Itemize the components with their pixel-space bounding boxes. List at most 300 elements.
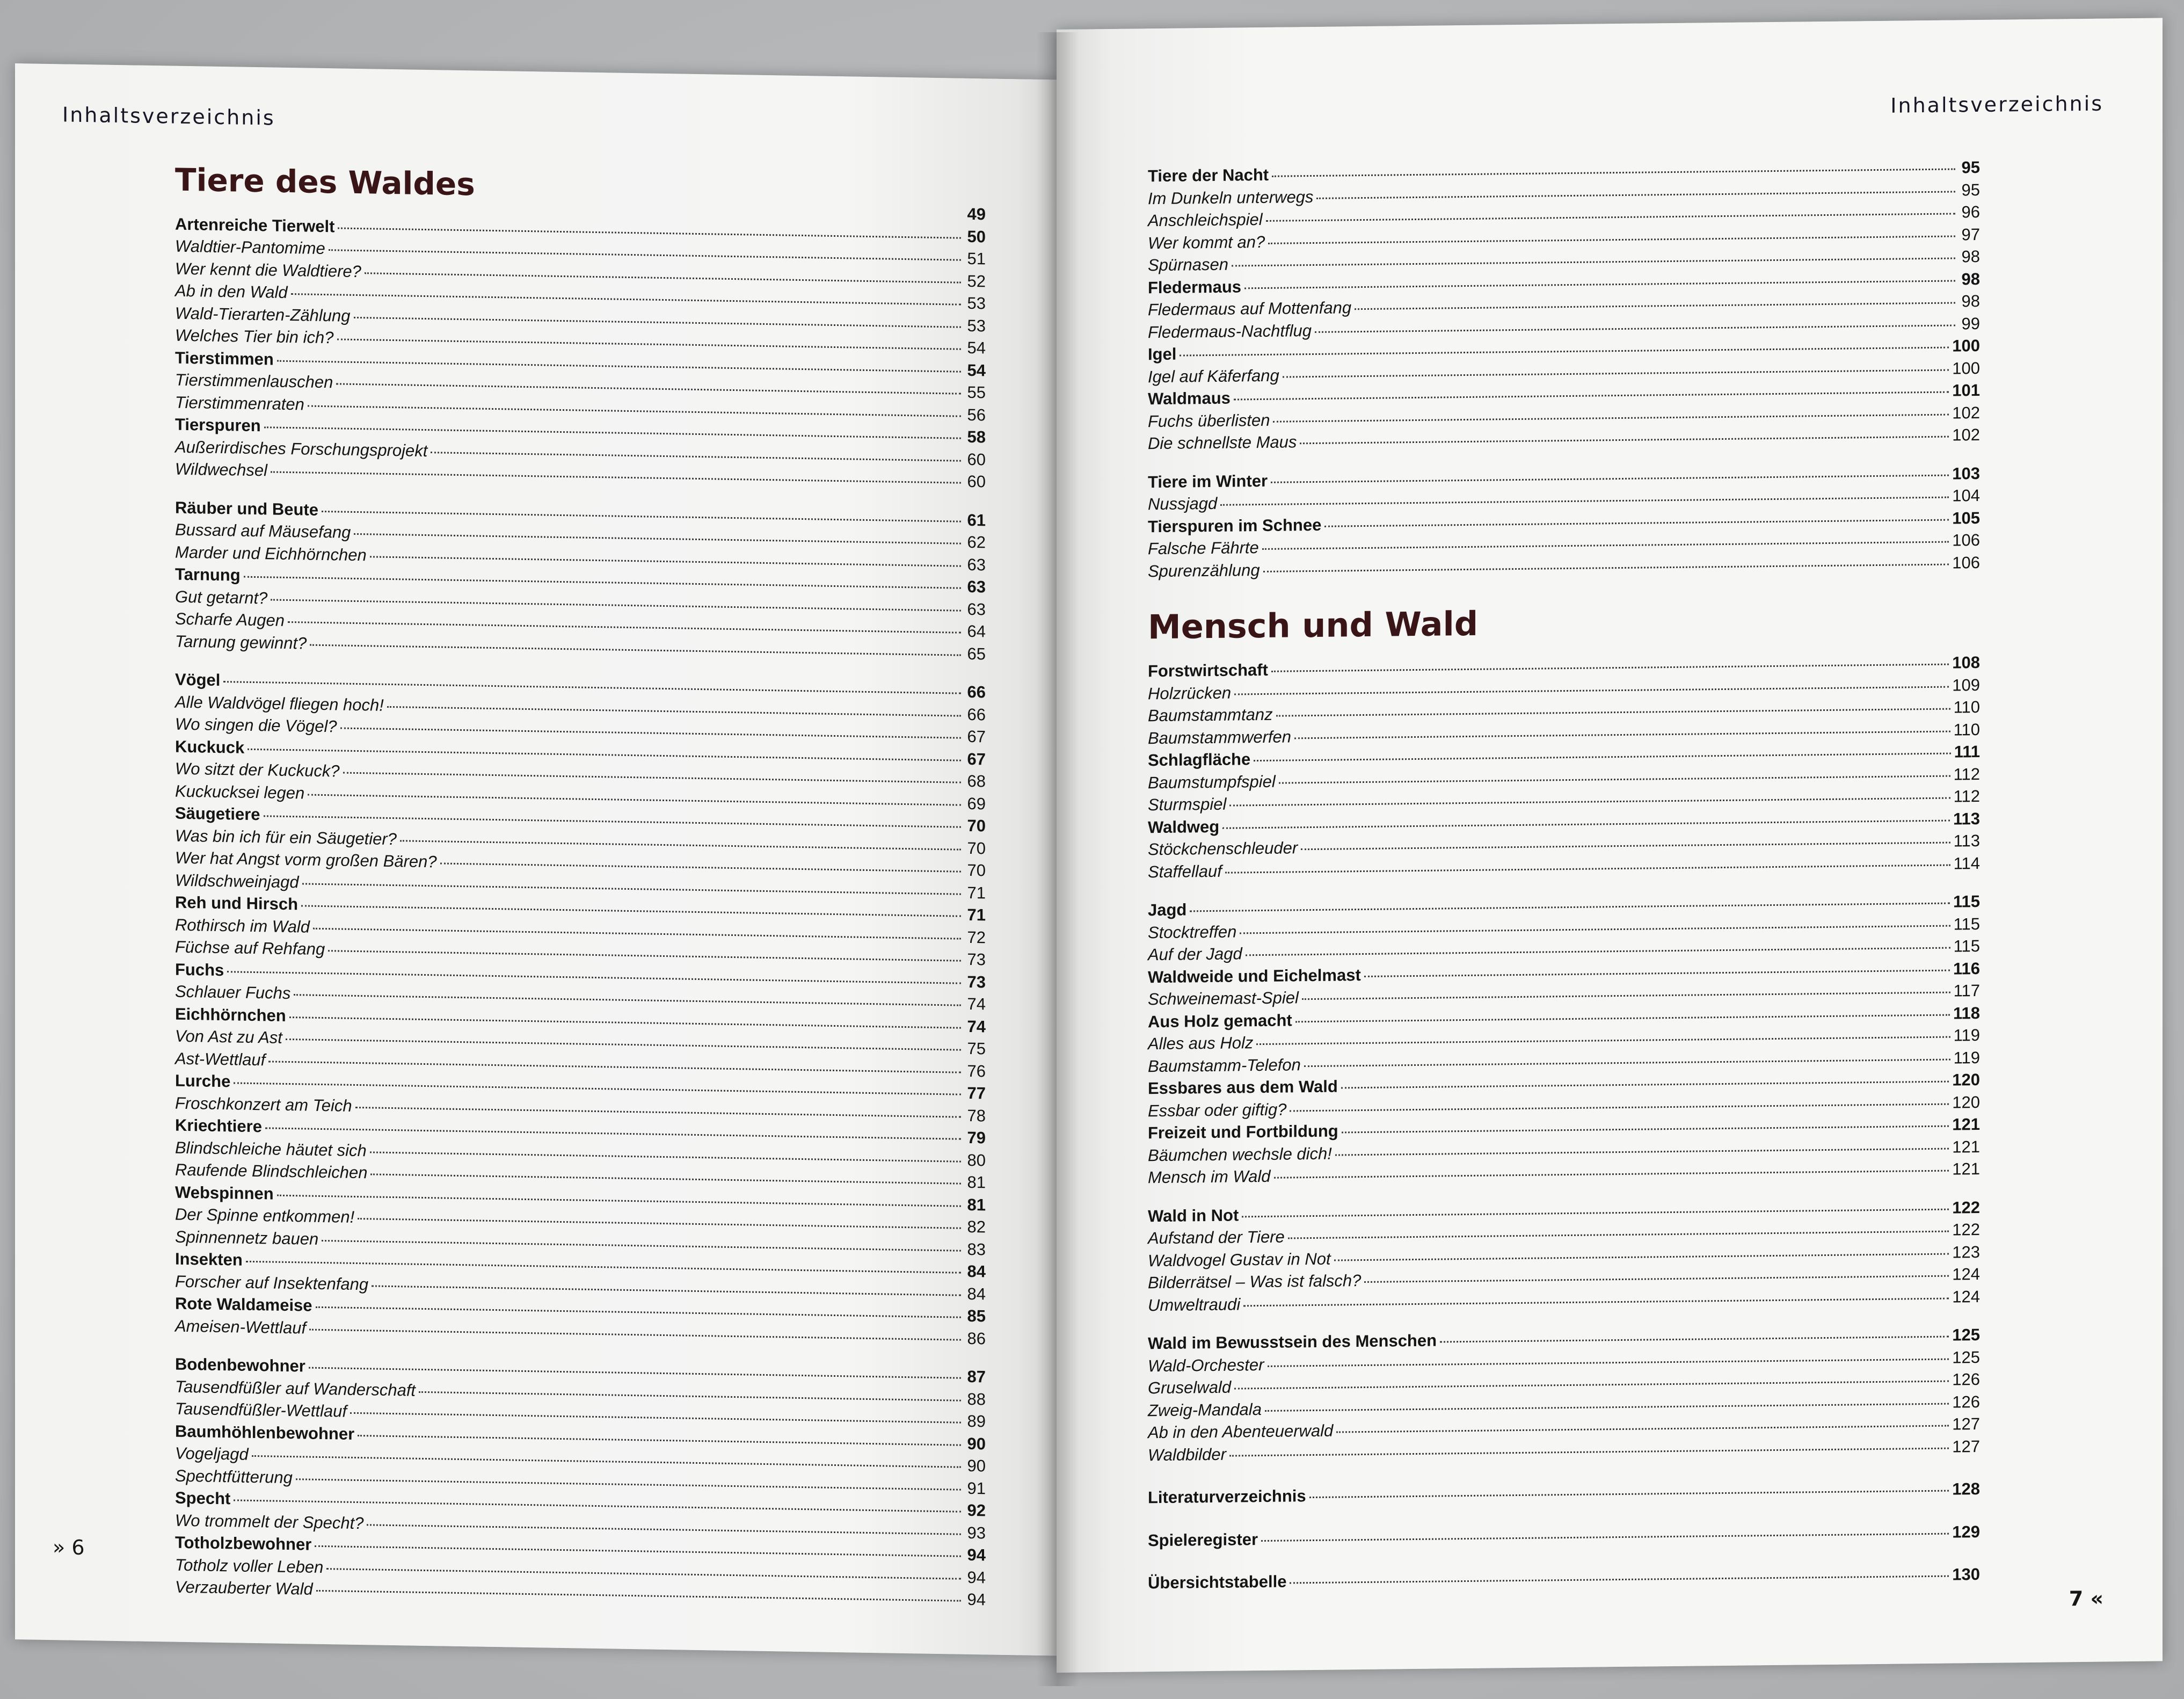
- entry-page-number: 79: [967, 1128, 986, 1148]
- entry-title: Specht: [175, 1488, 231, 1508]
- dot-leader: [264, 815, 961, 827]
- entry-page-number: 68: [967, 771, 986, 791]
- entry-title: Umweltraudi: [1148, 1294, 1241, 1315]
- entry-title: Waldweide und Eichelmast: [1148, 965, 1361, 986]
- entry-page-number: 121: [1952, 1159, 1980, 1179]
- entry-title: Anschleichspiel: [1148, 209, 1263, 230]
- entry-page-number: 73: [967, 949, 986, 969]
- dot-leader: [350, 1412, 961, 1424]
- entry-title: Ameisen-Wettlauf: [175, 1316, 307, 1338]
- entry-title: Igel: [1148, 344, 1177, 364]
- entry-page-number: 63: [967, 577, 986, 597]
- entry-title: Wald im Bewusstsein des Menschen: [1148, 1331, 1437, 1353]
- dot-leader: [288, 621, 961, 634]
- dot-leader: [326, 1568, 961, 1580]
- running-head: Inhaltsverzeichnis: [62, 103, 275, 130]
- dot-leader: [309, 1328, 961, 1340]
- entry-title: Tarnung gewinnt?: [175, 631, 307, 653]
- entry-title: Jagd: [1148, 900, 1187, 920]
- entry-title: Essbares aus dem Wald: [1148, 1077, 1338, 1098]
- entry-title: Wildschweinjagd: [175, 870, 299, 891]
- entry-title: Waldtier-Pantomime: [175, 236, 325, 258]
- entry-page-number: 95: [1961, 157, 1980, 177]
- dot-leader: [1240, 925, 1950, 934]
- toc-chapter-entry: [1148, 1478, 1980, 1509]
- entry-title: Fuchs überlisten: [1148, 410, 1270, 431]
- dot-leader: [1234, 1381, 1949, 1390]
- dot-leader: [1263, 563, 1949, 572]
- toc-right-top: [1148, 156, 1980, 582]
- dot-leader: [1283, 369, 1949, 377]
- entry-page-number: 58: [967, 427, 986, 447]
- entry-title: Gruselwald: [1148, 1377, 1232, 1398]
- dot-leader: [358, 1218, 961, 1229]
- entry-title: Tierstimmen: [175, 348, 274, 369]
- dot-leader: [329, 249, 961, 261]
- entry-page-number: 99: [1961, 314, 1980, 333]
- dot-leader: [322, 510, 961, 522]
- entry-title: Freizeit und Fortbildung: [1148, 1121, 1338, 1143]
- entry-title: Im Dunkeln unterwegs: [1148, 187, 1314, 208]
- entry-page-number: 90: [967, 1434, 986, 1453]
- entry-page-number: 127: [1952, 1414, 1980, 1434]
- entry-title: Säugetiere: [175, 803, 260, 824]
- dot-leader: [1274, 1170, 1949, 1179]
- dot-leader: [1244, 280, 1955, 289]
- dot-leader: [1232, 257, 1955, 266]
- entry-page-number: 70: [967, 816, 986, 836]
- entry-title: Tiere im Winter: [1148, 471, 1268, 491]
- entry-title: Essbar oder giftig?: [1148, 1100, 1287, 1120]
- entry-title: Wer kennt die Waldtiere?: [175, 259, 361, 281]
- entry-page-number: 62: [967, 532, 986, 552]
- dot-leader: [365, 272, 961, 283]
- right-page: [1057, 18, 2163, 1673]
- dot-leader: [1262, 541, 1949, 550]
- dot-leader: [1265, 1403, 1949, 1411]
- entry-title: Literaturverzeichnis: [1148, 1486, 1306, 1507]
- entry-page-number: 88: [967, 1389, 986, 1408]
- dot-leader: [354, 533, 961, 544]
- dot-leader: [440, 862, 961, 872]
- dot-leader: [1234, 686, 1949, 695]
- dot-leader: [277, 360, 961, 372]
- entry-page-number: 76: [967, 1061, 986, 1080]
- entry-title: Kuckuck: [175, 737, 245, 757]
- dot-leader: [1290, 1575, 1949, 1584]
- section-page-number: 49: [967, 204, 986, 224]
- entry-page-number: 82: [967, 1217, 986, 1237]
- entry-title: Waldbilder: [1148, 1444, 1226, 1464]
- entry-title: Tierstimmenlauschen: [175, 370, 333, 392]
- entry-title: Froschkonzert am Teich: [175, 1093, 352, 1115]
- entry-title: Baumstammtanz: [1148, 705, 1273, 725]
- dot-leader: [315, 1545, 961, 1557]
- toc-right-bottom-entries: [1148, 651, 1980, 1594]
- entry-title: Schlauer Fuchs: [175, 982, 291, 1003]
- dot-leader: [1295, 1014, 1950, 1022]
- entry-title: Waldweg: [1148, 817, 1220, 837]
- entry-page-number: 81: [967, 1195, 986, 1214]
- book-spine-shadow: [1036, 32, 1079, 1686]
- dot-leader: [1341, 1081, 1949, 1089]
- dot-leader: [343, 772, 961, 783]
- entry-title: Schlagfläche: [1148, 750, 1251, 770]
- entry-page-number: 80: [967, 1150, 986, 1170]
- entry-page-number: 72: [967, 927, 986, 947]
- dot-leader: [1294, 730, 1950, 739]
- dot-leader: [308, 794, 961, 805]
- dot-leader: [1220, 497, 1949, 506]
- entry-title: Der Spinne entkommen!: [175, 1204, 355, 1226]
- entry-title: Rothirsch im Wald: [175, 915, 310, 936]
- entry-page-number: 121: [1952, 1114, 1980, 1134]
- entry-page-number: 119: [1953, 1048, 1980, 1068]
- entry-title: Kuckucksei legen: [175, 781, 305, 802]
- toc-right-bottom: [1148, 651, 1980, 1594]
- dot-leader: [1304, 1058, 1950, 1067]
- dot-leader: [328, 950, 961, 962]
- dot-leader: [268, 1061, 961, 1073]
- toc-chapter-entry: [1148, 1563, 1980, 1594]
- entry-page-number: 54: [967, 338, 986, 358]
- entry-title: Reh und Hirsch: [175, 892, 299, 914]
- entry-title: Wo singen die Vögel?: [175, 714, 337, 736]
- entry-page-number: 63: [967, 599, 986, 619]
- dot-leader: [309, 1367, 961, 1379]
- dot-leader: [370, 556, 961, 567]
- entry-page-number: 60: [967, 471, 986, 491]
- dot-leader: [1290, 1103, 1949, 1112]
- section-title: Tiere des Waldes: [175, 161, 475, 203]
- entry-title: Schweinemast-Spiel: [1148, 988, 1299, 1009]
- dot-leader: [1271, 664, 1949, 672]
- dot-leader: [286, 1039, 961, 1051]
- dot-leader: [1234, 391, 1949, 401]
- entry-page-number: 67: [967, 727, 986, 746]
- entry-page-number: 128: [1952, 1479, 1980, 1499]
- dot-leader: [1302, 992, 1950, 1000]
- dot-leader: [372, 1285, 961, 1296]
- dot-leader: [1342, 1126, 1949, 1134]
- entry-page-number: 124: [1952, 1264, 1980, 1284]
- entry-page-number: 50: [967, 227, 986, 246]
- entry-page-number: 113: [1953, 831, 1980, 851]
- dot-leader: [1225, 864, 1950, 873]
- dot-leader: [1222, 819, 1950, 829]
- dot-leader: [1180, 347, 1949, 357]
- entry-title: Wald in Not: [1148, 1205, 1239, 1225]
- entry-page-number: 122: [1952, 1197, 1980, 1217]
- entry-page-number: 126: [1952, 1392, 1980, 1412]
- entry-page-number: 106: [1952, 530, 1980, 550]
- entry-title: Raufende Blindschleichen: [175, 1160, 368, 1182]
- entry-title: Falsche Fährte: [1148, 538, 1259, 558]
- entry-page-number: 75: [967, 1039, 986, 1058]
- dot-leader: [1261, 1533, 1949, 1541]
- entry-page-number: 102: [1952, 425, 1980, 445]
- entry-title: Spurenzählung: [1148, 560, 1260, 580]
- dot-leader: [252, 1455, 961, 1468]
- dot-leader: [291, 293, 961, 306]
- dot-leader: [1440, 1336, 1949, 1343]
- entry-title: Wo sitzt der Kuckuck?: [175, 759, 340, 781]
- toc-right-top-entries: [1148, 156, 1980, 582]
- entry-page-number: 94: [967, 1589, 986, 1609]
- entry-page-number: 91: [967, 1478, 986, 1498]
- page-number: 7 «: [2069, 1586, 2103, 1611]
- dot-leader: [277, 1194, 961, 1207]
- entry-page-number: 73: [967, 972, 986, 991]
- entry-title: Spürnasen: [1148, 255, 1228, 275]
- entry-page-number: 90: [967, 1456, 986, 1476]
- entry-page-number: 65: [967, 644, 986, 663]
- entry-title: Vögel: [175, 670, 221, 690]
- entry-page-number: 70: [967, 838, 986, 858]
- entry-page-number: 56: [967, 405, 986, 424]
- dot-leader: [1315, 324, 1955, 332]
- entry-page-number: 127: [1952, 1436, 1980, 1456]
- dot-leader: [302, 883, 961, 895]
- entry-page-number: 129: [1952, 1522, 1980, 1542]
- entry-title: Baumstamm-Telefon: [1148, 1055, 1301, 1076]
- entry-page-number: 110: [1953, 697, 1980, 717]
- entry-page-number: 109: [1952, 675, 1980, 695]
- entry-page-number: 98: [1961, 246, 1980, 266]
- entry-title: Spieleregister: [1148, 1529, 1258, 1550]
- entry-page-number: 52: [967, 271, 986, 291]
- dot-leader: [354, 316, 961, 328]
- dot-leader: [1316, 191, 1955, 199]
- entry-page-number: 98: [1961, 291, 1980, 311]
- entry-title: Die schnellste Maus: [1148, 432, 1297, 453]
- entry-page-number: 124: [1952, 1287, 1980, 1306]
- entry-page-number: 102: [1952, 403, 1980, 423]
- entry-title: Auf der Jagd: [1148, 944, 1242, 964]
- entry-page-number: 110: [1953, 720, 1980, 739]
- dot-leader: [1364, 1275, 1949, 1283]
- entry-page-number: 116: [1953, 959, 1980, 978]
- entry-page-number: 106: [1952, 553, 1980, 572]
- entry-title: Fledermaus auf Mottenfang: [1148, 298, 1352, 320]
- entry-title: Webspinnen: [175, 1182, 274, 1203]
- entry-title: Wo trommelt der Specht?: [175, 1511, 364, 1533]
- dot-leader: [338, 227, 961, 238]
- entry-page-number: 89: [967, 1411, 986, 1431]
- entry-page-number: 74: [967, 1017, 986, 1036]
- entry-title: Lurche: [175, 1071, 231, 1091]
- entry-title: Welches Tier bin ich?: [175, 325, 334, 347]
- entry-title: Baumstammwerfen: [1148, 727, 1292, 747]
- entry-page-number: 126: [1952, 1369, 1980, 1389]
- entry-title: Blindschleiche häutet sich: [175, 1138, 367, 1160]
- dot-leader: [337, 338, 962, 350]
- entry-title: Kriechtiere: [175, 1115, 262, 1136]
- entry-title: Übersichtstabelle: [1148, 1572, 1287, 1593]
- running-head: Inhaltsverzeichnis: [1890, 91, 2103, 118]
- entry-title: Alle Waldvögel fliegen hoch!: [175, 692, 384, 715]
- entry-page-number: 111: [1954, 742, 1980, 761]
- entry-page-number: 51: [967, 249, 986, 268]
- entry-page-number: 114: [1953, 853, 1980, 873]
- entry-page-number: 93: [967, 1523, 986, 1542]
- dot-leader: [1246, 947, 1950, 956]
- entry-page-number: 95: [1961, 180, 1980, 199]
- dot-leader: [1324, 519, 1949, 527]
- entry-title: Totholzbewohner: [175, 1533, 312, 1554]
- entry-title: Spechtfütterung: [175, 1466, 293, 1487]
- entry-title: Holzrücken: [1148, 683, 1232, 703]
- entry-page-number: 120: [1952, 1092, 1980, 1112]
- entry-page-number: 100: [1952, 336, 1980, 355]
- dot-leader: [1242, 1208, 1949, 1217]
- dot-leader: [313, 927, 961, 939]
- entry-title: Was bin ich für ein Säugetier?: [175, 826, 397, 848]
- entry-title: Ast-Wettlauf: [175, 1049, 266, 1069]
- dot-leader: [387, 706, 961, 716]
- entry-page-number: 71: [967, 883, 986, 902]
- entry-title: Tierspuren im Schnee: [1148, 515, 1322, 536]
- dot-leader: [264, 426, 961, 439]
- entry-page-number: 63: [967, 555, 986, 574]
- dot-leader: [234, 1499, 961, 1512]
- dot-leader: [1279, 775, 1950, 783]
- entry-title: Außerirdisches Forschungsprojekt: [175, 437, 428, 460]
- entry-title: Forscher auf Insektenfang: [175, 1272, 369, 1294]
- entry-title: Staffellauf: [1148, 861, 1222, 881]
- entry-title: Nussjagd: [1148, 493, 1218, 514]
- entry-title: Mensch im Wald: [1148, 1166, 1271, 1187]
- dot-leader: [316, 1590, 961, 1602]
- entry-page-number: 64: [967, 621, 986, 641]
- dot-leader: [322, 1239, 961, 1251]
- dot-leader: [1190, 903, 1950, 912]
- toc-left-entries: [175, 213, 986, 1611]
- toc-chapter-entry: [1148, 1520, 1980, 1551]
- entry-title: Gut getarnt?: [175, 587, 268, 607]
- entry-page-number: 112: [1953, 786, 1980, 806]
- entry-title: Ab in den Abenteuerwald: [1148, 1421, 1334, 1442]
- entry-page-number: 54: [967, 360, 986, 380]
- dot-leader: [1266, 213, 1955, 221]
- entry-title: Vogeljagd: [175, 1443, 249, 1464]
- entry-title: Fuchs: [175, 960, 224, 979]
- entry-page-number: 66: [967, 705, 986, 724]
- entry-page-number: 94: [967, 1545, 986, 1565]
- dot-leader: [355, 1106, 961, 1117]
- entry-page-number: 77: [967, 1083, 986, 1103]
- entry-title: Aus Holz gemacht: [1148, 1010, 1292, 1031]
- entry-title: Verzauberter Wald: [175, 1577, 313, 1599]
- dot-leader: [1336, 1425, 1949, 1433]
- entry-page-number: 83: [967, 1239, 986, 1259]
- left-page: [15, 63, 1059, 1656]
- page-number: » 6: [53, 1535, 85, 1560]
- dot-leader: [316, 1306, 961, 1318]
- entry-page-number: 53: [967, 293, 986, 313]
- entry-title: Bodenbewohner: [175, 1354, 305, 1376]
- entry-page-number: 103: [1952, 463, 1980, 483]
- entry-page-number: 120: [1952, 1070, 1980, 1090]
- entry-title: Tierstimmenraten: [175, 393, 304, 413]
- dot-leader: [419, 1391, 961, 1401]
- dot-leader: [431, 452, 961, 462]
- dot-leader: [1243, 1297, 1949, 1306]
- dot-leader: [271, 471, 961, 483]
- entry-title: Alles aus Holz: [1148, 1033, 1254, 1054]
- entry-page-number: 84: [967, 1261, 986, 1281]
- entry-page-number: 115: [1953, 914, 1980, 934]
- entry-page-number: 67: [967, 749, 986, 768]
- entry-page-number: 119: [1953, 1025, 1980, 1045]
- dot-leader: [246, 1261, 961, 1274]
- entry-title: Füchse auf Rehfang: [175, 937, 325, 959]
- entry-title: Aufstand der Tiere: [1148, 1227, 1285, 1248]
- entry-page-number: 87: [967, 1367, 986, 1386]
- entry-page-number: 125: [1952, 1325, 1980, 1345]
- entry-page-number: 117: [1953, 981, 1980, 1000]
- entry-title: Wald-Tierarten-Zählung: [175, 303, 351, 325]
- entry-title: Bäumchen wechsle dich!: [1148, 1144, 1332, 1165]
- section-title: Mensch und Wald: [1148, 604, 1479, 647]
- entry-title: Ab in den Wald: [175, 281, 288, 302]
- dot-leader: [301, 905, 961, 917]
- entry-title: Waldmaus: [1148, 388, 1231, 409]
- dot-leader: [1268, 1358, 1949, 1367]
- dot-leader: [1364, 969, 1950, 977]
- entry-page-number: 115: [1953, 936, 1980, 956]
- entry-page-number: 86: [967, 1328, 986, 1348]
- entry-page-number: 115: [1953, 891, 1980, 911]
- dot-leader: [1229, 797, 1950, 807]
- dot-leader: [271, 599, 961, 611]
- entry-page-number: 98: [1961, 269, 1980, 288]
- dot-leader: [1256, 1036, 1950, 1045]
- dot-leader: [1229, 1447, 1949, 1456]
- dot-leader: [1272, 168, 1955, 177]
- dot-leader: [358, 1435, 961, 1446]
- dot-leader: [1355, 302, 1955, 310]
- dot-leader: [308, 405, 961, 417]
- dot-leader: [1271, 474, 1949, 483]
- entry-page-number: 53: [967, 316, 986, 335]
- entry-page-number: 61: [967, 510, 986, 529]
- dot-leader: [227, 971, 961, 984]
- dot-leader: [265, 1127, 961, 1139]
- entry-page-number: 105: [1952, 508, 1980, 528]
- entry-title: Waldvogel Gustav in Not: [1148, 1249, 1331, 1270]
- entry-page-number: 125: [1952, 1347, 1980, 1367]
- dot-leader: [336, 383, 961, 394]
- entry-title: Bussard auf Mäusefang: [175, 520, 351, 542]
- entry-page-number: 96: [1961, 202, 1980, 222]
- entry-title: Artenreiche Tierwelt: [175, 214, 335, 236]
- entry-page-number: 101: [1952, 380, 1980, 400]
- dot-leader: [400, 840, 961, 850]
- entry-page-number: 84: [967, 1284, 986, 1303]
- entry-title: Fledermaus-Nachtflug: [1148, 321, 1312, 342]
- dot-leader: [223, 681, 961, 694]
- entry-page-number: 66: [967, 682, 986, 702]
- entry-title: Stocktreffen: [1148, 921, 1237, 942]
- dot-leader: [1273, 413, 1949, 422]
- entry-page-number: 100: [1952, 358, 1980, 378]
- dot-leader: [244, 576, 961, 589]
- entry-title: Von Ast zu Ast: [175, 1026, 282, 1047]
- entry-page-number: 81: [967, 1172, 986, 1192]
- dot-leader: [1288, 1231, 1949, 1239]
- entry-page-number: 71: [967, 905, 986, 925]
